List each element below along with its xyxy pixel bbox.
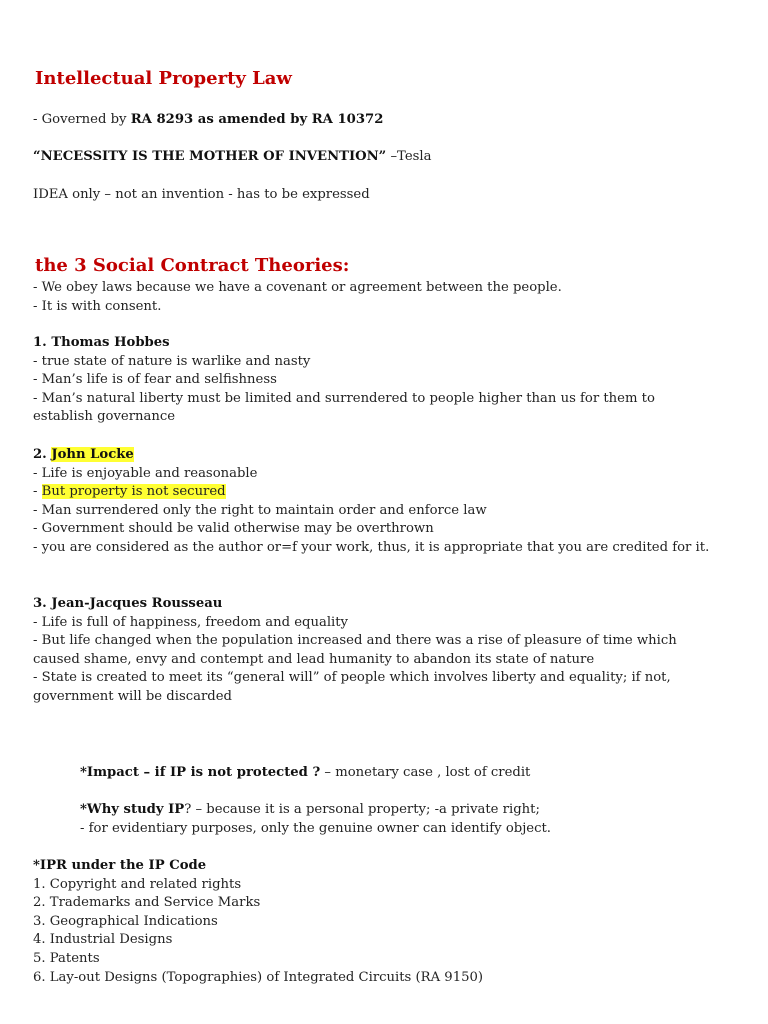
list-item: 2. Trademarks and Service Marks [33,895,261,911]
quote-author: –Tesla [386,149,432,164]
locke-section [33,446,709,558]
governed-line [33,111,383,129]
page-title: Intellectual Property Law [35,68,292,89]
list-item: 6. Lay-out Designs (Topographies) of Integrated Circuits (RA 9150) [33,969,484,985]
quote-line [33,148,431,166]
governed-prefix: - Governed by [33,112,131,127]
text-line: - Life is enjoyable and reasonable [33,465,258,481]
rousseau-section [33,595,677,707]
social-contract-intro [33,279,562,316]
text-line: - Man’s life is of fear and selfishness [33,372,277,388]
text-line: - But property is not secured [33,484,226,500]
impact-label: *Impact – if IP is not protected ? [80,765,321,780]
idea-line: IDEA only – not an invention - has to be expressed [33,187,370,202]
text-line: government will be discarded [33,688,232,704]
hobbes-section [33,334,655,427]
impact-line [80,764,530,782]
property-highlight: But property is not secured [41,484,226,500]
impact-text: – monetary case , lost of credit [320,765,531,780]
locke-name-highlight: John Locke [51,447,134,462]
rousseau-heading: 3. Jean-Jacques Rousseau [33,596,223,611]
why-label: *Why study IP [80,802,185,817]
ipr-heading: *IPR under the IP Code [33,858,207,873]
governed-law: RA 8293 as amended by RA 10372 [130,112,384,127]
list-item: 1. Copyright and related rights [33,876,242,892]
why-line [80,801,540,819]
ipr-section [33,857,483,987]
locke-heading: 2. John Locke [33,447,134,462]
why-line-2: - for evidentiary purposes, only the genuine owner can identify object. [80,821,551,836]
text-line: - Man’s natural liberty must be limited and surrendered to people higher than us for them to [33,390,655,406]
text-line: - Life is full of happiness, freedom and equality [33,614,349,630]
social-contract-heading: the 3 Social Contract Theories: [35,255,350,276]
text-line: - you are considered as the author or=f your work, thus, it is appropriate that you are credited for it. [33,539,710,555]
text-line: - But life changed when the population increased and there was a rise of pleasure of time which [33,633,677,649]
list-item: 4. Industrial Designs [33,932,173,948]
text-line: - Man surrendered only the right to maintain order and enforce law [33,502,487,518]
hobbes-heading: 1. Thomas Hobbes [33,335,170,350]
text-line: - We obey laws because we have a covenant or agreement between the people. [33,280,562,295]
why-text: ? – because it is a personal property; -a private right; [184,802,540,817]
list-item: 5. Patents [33,950,100,966]
text-line: - true state of nature is warlike and nasty [33,353,311,369]
text-line: - State is created to meet its “general will” of people which involves liberty and equality; if not, [33,670,671,686]
text-line: caused shame, envy and contempt and lead humanity to abandon its state of nature [33,651,595,667]
list-item: 3. Geographical Indications [33,913,218,929]
text-line: - It is with consent. [33,298,162,314]
quote-text: “NECESSITY IS THE MOTHER OF INVENTION” [33,149,387,164]
text-line: - Government should be valid otherwise may be overthrown [33,521,434,537]
text-line: establish governance [33,409,176,425]
